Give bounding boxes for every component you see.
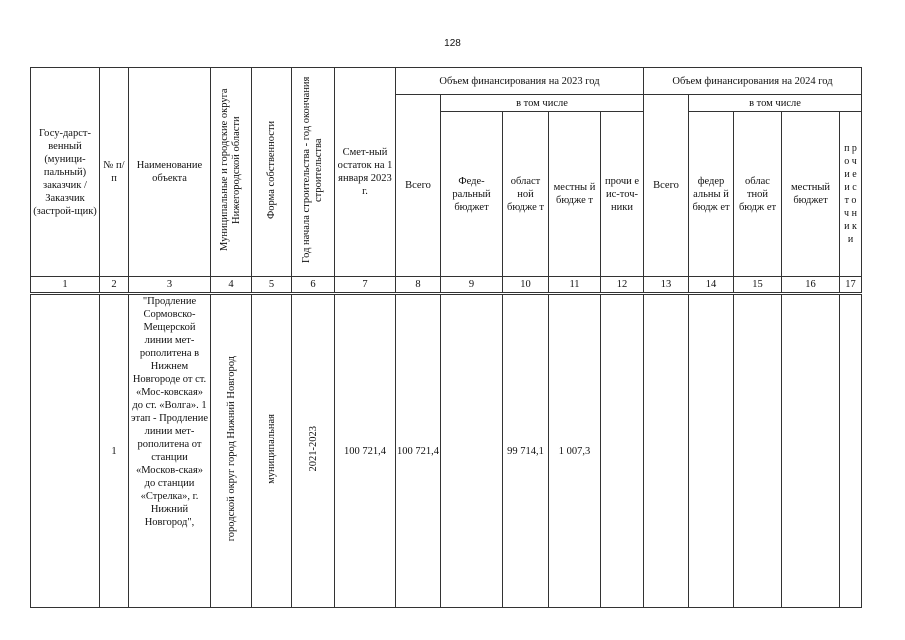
cell-other-2024 xyxy=(840,295,862,608)
header-municipality: Муниципальные и городские округа Нижегородской области xyxy=(211,68,252,277)
cell-customer xyxy=(31,295,100,608)
cell-federal-2023 xyxy=(441,295,503,608)
header-regional-2024: облас тной бюдж ет xyxy=(734,112,782,277)
cell-total-2024 xyxy=(644,295,689,608)
col-num: 5 xyxy=(252,277,292,293)
header-total-2024: Всего xyxy=(644,95,689,277)
cell-other-2023 xyxy=(601,295,644,608)
table-row xyxy=(31,295,862,608)
col-num: 1 xyxy=(31,277,100,293)
header-fin-2023: Объем финансирования на 2023 год xyxy=(396,68,644,95)
cell-ownership: муниципальная xyxy=(252,295,292,608)
cell-regional-2023: 99 714,1 xyxy=(503,295,549,608)
header-balance: Смет-ный остаток на 1 января 2023 г. xyxy=(335,68,396,277)
col-num: 4 xyxy=(211,277,252,293)
header-fin-2024: Объем финансирования на 2024 год xyxy=(644,68,862,95)
column-numbers-row xyxy=(31,277,862,293)
cell-num: 1 xyxy=(100,295,129,608)
col-num: 7 xyxy=(335,277,396,293)
header-including-2024: в том числе xyxy=(689,95,862,112)
header-total-2023: Всего xyxy=(396,95,441,277)
col-num: 11 xyxy=(549,277,601,293)
header-local-2024: местный бюджет xyxy=(782,112,840,277)
cell-object-name: "Продление Сормовско-Мещерской линии мет-рополитена в Нижнем Новгороде от ст. «Мос-ковская» до ст. «Волга». 1 этап - Продление линии мет-рополитена от станции «Москов-ская» до станции «Стрелка», г. Нижний Новгород", xyxy=(129,295,211,608)
col-num: 14 xyxy=(689,277,734,293)
col-num: 16 xyxy=(782,277,840,293)
header-federal-2023: Феде-ральный бюджет xyxy=(441,112,503,277)
header-local-2023: местны й бюдже т xyxy=(549,112,601,277)
col-num: 15 xyxy=(734,277,782,293)
cell-regional-2024 xyxy=(734,295,782,608)
cell-total-2023: 100 721,4 xyxy=(396,295,441,608)
cell-years: 2021-2023 xyxy=(292,295,335,608)
col-num: 10 xyxy=(503,277,549,293)
cell-local-2023: 1 007,3 xyxy=(549,295,601,608)
col-num: 13 xyxy=(644,277,689,293)
header-other-2023: прочи е ис-точ-ники xyxy=(601,112,644,277)
header-customer: Госу-дарст-венный (муници-пальный) заказчик / Заказчик (застрой-щик) xyxy=(31,68,100,277)
header-regional-2023: област ной бюдже т xyxy=(503,112,549,277)
header-including-2023: в том числе xyxy=(441,95,644,112)
header-ownership: Форма собственности xyxy=(252,68,292,277)
header-federal-2024: федер альны й бюдж ет xyxy=(689,112,734,277)
cell-federal-2024 xyxy=(689,295,734,608)
col-num: 17 xyxy=(840,277,862,293)
header-num: № п/п xyxy=(100,68,129,277)
financing-table xyxy=(30,67,862,608)
cell-municipality: городской округ город Нижний Новгород xyxy=(211,295,252,608)
header-other-2024: п р о ч и е и с т о ч н и к и xyxy=(840,112,862,277)
col-num: 3 xyxy=(129,277,211,293)
col-num: 8 xyxy=(396,277,441,293)
col-num: 6 xyxy=(292,277,335,293)
col-num: 9 xyxy=(441,277,503,293)
cell-local-2024 xyxy=(782,295,840,608)
page-number: 128 xyxy=(444,38,461,49)
header-object-name: Наименование объекта xyxy=(129,68,211,277)
cell-balance: 100 721,4 xyxy=(335,295,396,608)
col-num: 2 xyxy=(100,277,129,293)
col-num: 12 xyxy=(601,277,644,293)
header-years: Год начала строительства - год окончания строительства xyxy=(292,68,335,277)
